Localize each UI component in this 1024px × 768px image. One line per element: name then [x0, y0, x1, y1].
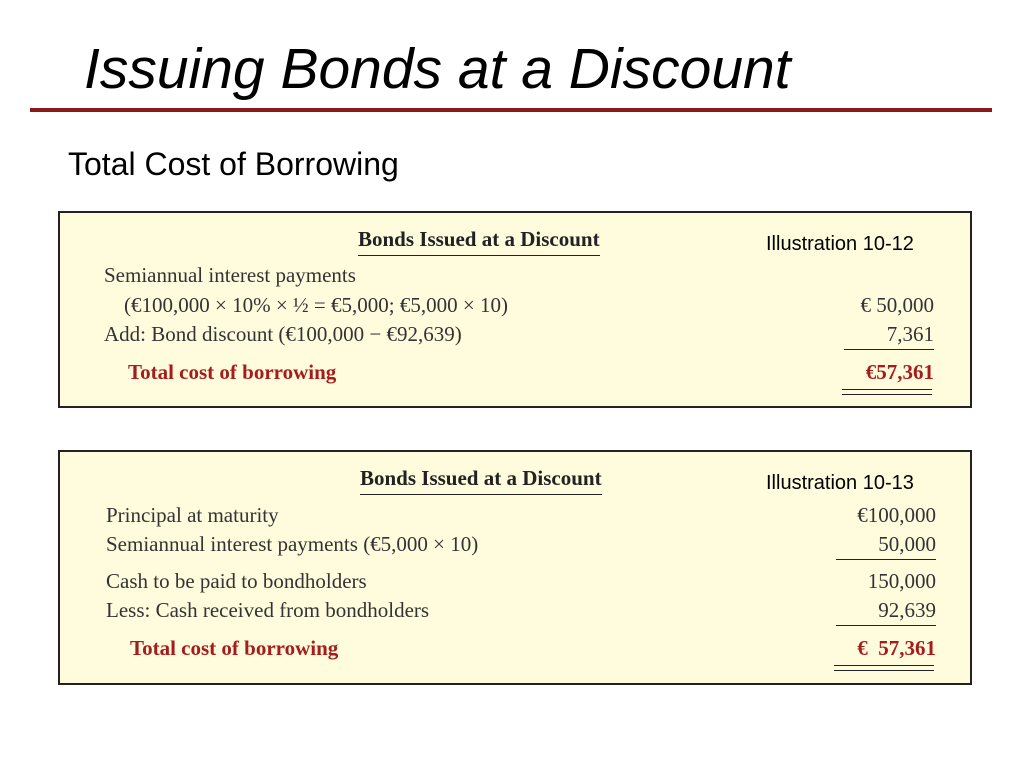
row-label-bond-discount: Add: Bond discount (€100,000 − €92,639) — [104, 322, 462, 346]
title-divider — [30, 108, 992, 112]
illustration-label: Illustration 10-13 — [766, 472, 914, 494]
row-value-cash-to-bondholders: 150,000 — [867, 569, 936, 593]
row-value-bond-discount: 7,361 — [844, 322, 934, 350]
row-value-semiannual-interest: 50,000 — [836, 532, 936, 560]
total-label: Total cost of borrowing — [128, 360, 337, 384]
row-label-semiannual-interest: Semiannual interest payments — [104, 263, 356, 287]
row-value-interest: € 50,000 — [860, 293, 934, 317]
row-label-cash-received: Less: Cash received from bondholders — [106, 598, 430, 622]
total-value: €57,361 — [865, 360, 934, 384]
total-double-underline — [842, 389, 932, 395]
slide-subtitle: Total Cost of Borrowing — [68, 146, 399, 182]
illustration-10-12-panel — [58, 211, 972, 408]
slide-title: Issuing Bonds at a Discount — [84, 37, 791, 101]
row-value-principal: €100,000 — [857, 503, 936, 527]
row-value-cash-received: 92,639 — [836, 598, 936, 626]
row-label-cash-to-bondholders: Cash to be paid to bondholders — [106, 569, 367, 593]
row-label-semiannual-interest: Semiannual interest payments (€5,000 × 10) — [106, 532, 479, 556]
row-label-interest-calc: (€100,000 × 10% × ½ = €5,000; €5,000 × 10) — [124, 293, 508, 317]
row-label-principal: Principal at maturity — [106, 503, 279, 527]
panel-heading: Bonds Issued at a Discount — [358, 227, 600, 256]
total-label: Total cost of borrowing — [130, 636, 339, 660]
panel-heading: Bonds Issued at a Discount — [360, 466, 602, 495]
total-double-underline — [834, 665, 934, 671]
total-value: € 57,361 — [857, 636, 936, 660]
illustration-label: Illustration 10-12 — [766, 233, 914, 255]
illustration-10-13-panel — [58, 450, 972, 685]
